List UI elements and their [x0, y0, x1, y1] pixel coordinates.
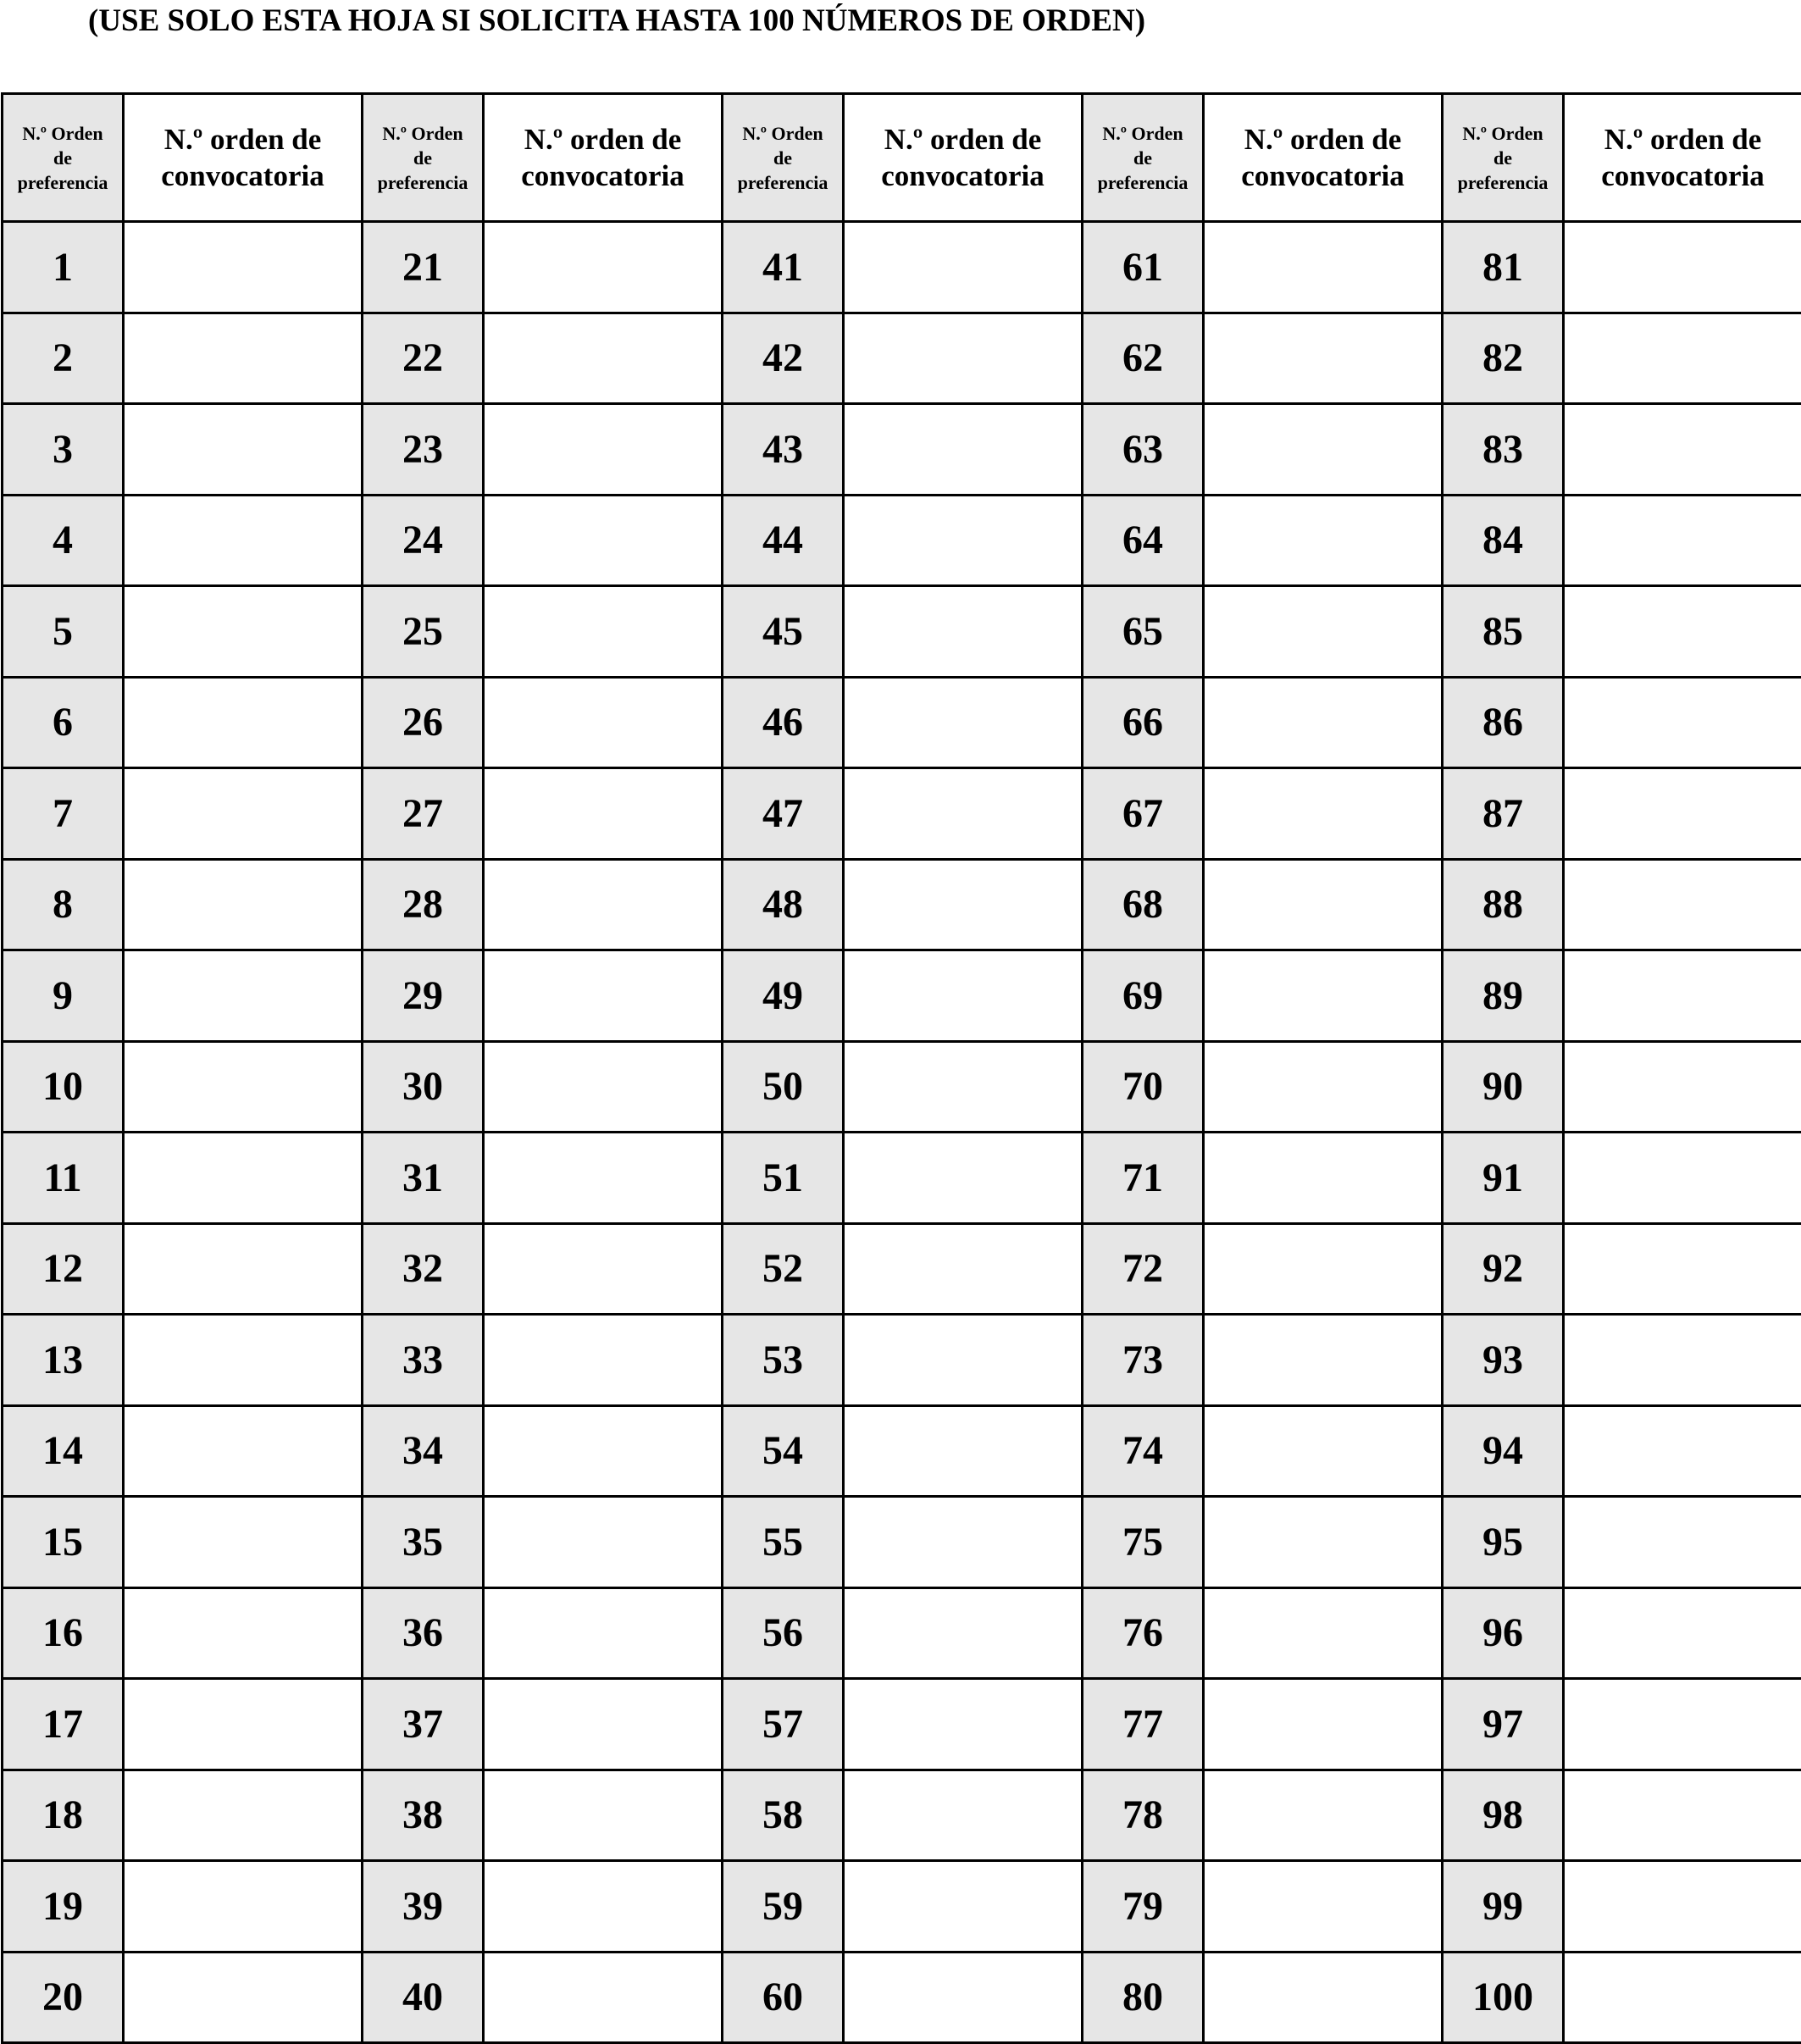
header-convocatoria-order	[124, 94, 363, 222]
convocatoria-entry-field[interactable]	[1204, 1041, 1443, 1133]
preference-number-cell: 86	[1443, 677, 1564, 768]
preference-number-cell: 41	[723, 222, 844, 313]
convocatoria-entry-field[interactable]	[844, 1497, 1083, 1588]
convocatoria-entry-field[interactable]	[484, 495, 723, 586]
preference-number-cell: 95	[1443, 1497, 1564, 1588]
convocatoria-entry-field[interactable]	[1204, 1952, 1443, 2043]
preference-number-cell: 7	[3, 768, 124, 860]
header-preference-label-line: N.º Orden	[723, 121, 842, 146]
preference-number-cell: 13	[3, 1315, 124, 1406]
convocatoria-entry-field[interactable]	[484, 404, 723, 496]
convocatoria-entry-field[interactable]	[1564, 1770, 1801, 1861]
preference-number-cell: 84	[1443, 495, 1564, 586]
convocatoria-entry-field[interactable]	[124, 1497, 363, 1588]
preference-number-cell: 37	[363, 1679, 484, 1770]
convocatoria-entry-field[interactable]	[484, 1041, 723, 1133]
preference-number-cell: 78	[1083, 1770, 1204, 1861]
preference-number-cell: 38	[363, 1770, 484, 1861]
header-convocatoria-label-line: convocatoria	[1565, 158, 1801, 194]
table-row	[3, 1770, 1801, 1861]
preference-number-cell: 34	[363, 1405, 484, 1497]
preference-number-cell: 66	[1083, 677, 1204, 768]
header-preference-label-line: de	[723, 146, 842, 170]
header-convocatoria-label-line: convocatoria	[485, 158, 721, 194]
header-preference-label-line: N.º Orden	[363, 121, 482, 146]
convocatoria-entry-field[interactable]	[484, 1861, 723, 1953]
convocatoria-entry-field[interactable]	[1564, 1133, 1801, 1224]
convocatoria-entry-field[interactable]	[124, 586, 363, 678]
convocatoria-entry-field[interactable]	[124, 1405, 363, 1497]
preference-number-cell: 100	[1443, 1952, 1564, 2043]
convocatoria-entry-field[interactable]	[844, 1952, 1083, 2043]
convocatoria-entry-field[interactable]	[484, 1497, 723, 1588]
table-row	[3, 1223, 1801, 1315]
convocatoria-entry-field[interactable]	[484, 1223, 723, 1315]
preference-number-cell: 30	[363, 1041, 484, 1133]
convocatoria-entry-field[interactable]	[1204, 1133, 1443, 1224]
preference-number-cell: 17	[3, 1679, 124, 1770]
convocatoria-entry-field[interactable]	[1564, 404, 1801, 496]
preference-number-cell: 92	[1443, 1223, 1564, 1315]
preference-number-cell: 35	[363, 1497, 484, 1588]
header-convocatoria-order	[844, 94, 1083, 222]
table-row	[3, 1315, 1801, 1406]
header-preference-order	[1083, 94, 1204, 222]
preference-number-cell: 72	[1083, 1223, 1204, 1315]
header-preference-label-line: de	[1444, 146, 1562, 170]
preference-number-cell: 12	[3, 1223, 124, 1315]
convocatoria-entry-field[interactable]	[124, 1587, 363, 1679]
convocatoria-entry-field[interactable]	[1564, 1587, 1801, 1679]
convocatoria-entry-field[interactable]	[844, 586, 1083, 678]
preference-number-cell: 98	[1443, 1770, 1564, 1861]
convocatoria-entry-field[interactable]	[844, 1223, 1083, 1315]
convocatoria-entry-field[interactable]	[1204, 677, 1443, 768]
convocatoria-entry-field[interactable]	[844, 677, 1083, 768]
preference-number-cell: 74	[1083, 1405, 1204, 1497]
table-row	[3, 950, 1801, 1042]
preference-number-cell: 45	[723, 586, 844, 678]
preference-number-cell: 1	[3, 222, 124, 313]
convocatoria-entry-field[interactable]	[844, 404, 1083, 496]
preference-number-cell: 16	[3, 1587, 124, 1679]
preference-number-cell: 10	[3, 1041, 124, 1133]
convocatoria-entry-field[interactable]	[484, 1952, 723, 2043]
convocatoria-entry-field[interactable]	[1564, 1861, 1801, 1953]
convocatoria-entry-field[interactable]	[1204, 1405, 1443, 1497]
convocatoria-entry-field[interactable]	[1204, 404, 1443, 496]
convocatoria-entry-field[interactable]	[484, 677, 723, 768]
preference-number-cell: 20	[3, 1952, 124, 2043]
convocatoria-entry-field[interactable]	[484, 1587, 723, 1679]
convocatoria-entry-field[interactable]	[844, 768, 1083, 860]
convocatoria-entry-field[interactable]	[124, 1315, 363, 1406]
preference-number-cell: 25	[363, 586, 484, 678]
page-title: (USE SOLO ESTA HOJA SI SOLICITA HASTA 100 NÚMEROS DE ORDEN)	[88, 2, 1145, 41]
preference-number-cell: 60	[723, 1952, 844, 2043]
table-row	[3, 404, 1801, 496]
convocatoria-entry-field[interactable]	[1564, 1041, 1801, 1133]
convocatoria-entry-field[interactable]	[844, 1405, 1083, 1497]
table-row	[3, 1587, 1801, 1679]
header-preference-label-line: N.º Orden	[3, 121, 122, 146]
preference-number-cell: 47	[723, 768, 844, 860]
table-row	[3, 677, 1801, 768]
preference-number-cell: 46	[723, 677, 844, 768]
preference-number-cell: 88	[1443, 859, 1564, 950]
preference-number-cell: 68	[1083, 859, 1204, 950]
convocatoria-entry-field[interactable]	[124, 1770, 363, 1861]
preference-number-cell: 11	[3, 1133, 124, 1224]
header-convocatoria-label-line: N.º orden de	[1565, 121, 1801, 158]
convocatoria-entry-field[interactable]	[484, 950, 723, 1042]
header-preference-label-line: preferencia	[363, 170, 482, 195]
convocatoria-entry-field[interactable]	[844, 1679, 1083, 1770]
preference-number-cell: 76	[1083, 1587, 1204, 1679]
preference-number-cell: 2	[3, 313, 124, 404]
header-preference-label-line: N.º Orden	[1083, 121, 1202, 146]
convocatoria-entry-field[interactable]	[124, 404, 363, 496]
convocatoria-entry-field[interactable]	[1204, 495, 1443, 586]
convocatoria-entry-field[interactable]	[484, 768, 723, 860]
convocatoria-entry-field[interactable]	[844, 859, 1083, 950]
preference-number-cell: 32	[363, 1223, 484, 1315]
table-row	[3, 313, 1801, 404]
convocatoria-entry-field[interactable]	[1564, 1223, 1801, 1315]
convocatoria-entry-field[interactable]	[124, 1861, 363, 1953]
preference-number-cell: 54	[723, 1405, 844, 1497]
convocatoria-entry-field[interactable]	[844, 1587, 1083, 1679]
table-row	[3, 768, 1801, 860]
preference-number-cell: 64	[1083, 495, 1204, 586]
convocatoria-entry-field[interactable]	[124, 313, 363, 404]
table-row	[3, 1405, 1801, 1497]
convocatoria-entry-field[interactable]	[1204, 1587, 1443, 1679]
preference-number-cell: 97	[1443, 1679, 1564, 1770]
preference-number-cell: 53	[723, 1315, 844, 1406]
header-convocatoria-order	[1204, 94, 1443, 222]
preference-number-cell: 69	[1083, 950, 1204, 1042]
preference-number-cell: 82	[1443, 313, 1564, 404]
table-row	[3, 1133, 1801, 1224]
convocatoria-entry-field[interactable]	[1564, 1315, 1801, 1406]
convocatoria-entry-field[interactable]	[484, 586, 723, 678]
convocatoria-entry-field[interactable]	[1204, 950, 1443, 1042]
convocatoria-entry-field[interactable]	[844, 1861, 1083, 1953]
preference-number-cell: 19	[3, 1861, 124, 1953]
header-convocatoria-order	[484, 94, 723, 222]
header-convocatoria-label-line: N.º orden de	[1205, 121, 1441, 158]
preference-number-cell: 52	[723, 1223, 844, 1315]
preference-number-cell: 77	[1083, 1679, 1204, 1770]
convocatoria-entry-field[interactable]	[844, 313, 1083, 404]
header-preference-label-line: N.º Orden	[1444, 121, 1562, 146]
preference-number-cell: 33	[363, 1315, 484, 1406]
convocatoria-entry-field[interactable]	[844, 495, 1083, 586]
convocatoria-entry-field[interactable]	[1564, 859, 1801, 950]
convocatoria-entry-field[interactable]	[124, 1223, 363, 1315]
preference-number-cell: 59	[723, 1861, 844, 1953]
table-header-row	[3, 94, 1801, 222]
table-body	[3, 222, 1801, 2043]
preference-number-cell: 3	[3, 404, 124, 496]
table-row	[3, 495, 1801, 586]
convocatoria-entry-field[interactable]	[1564, 222, 1801, 313]
convocatoria-entry-field[interactable]	[484, 313, 723, 404]
table-row	[3, 1861, 1801, 1953]
convocatoria-entry-field[interactable]	[844, 1315, 1083, 1406]
convocatoria-entry-field[interactable]	[124, 495, 363, 586]
preference-number-cell: 31	[363, 1133, 484, 1224]
convocatoria-entry-field[interactable]	[124, 677, 363, 768]
convocatoria-entry-field[interactable]	[484, 1405, 723, 1497]
convocatoria-entry-field[interactable]	[844, 1041, 1083, 1133]
preference-number-cell: 62	[1083, 313, 1204, 404]
header-preference-label-line: preferencia	[1444, 170, 1562, 195]
header-preference-label-line: preferencia	[723, 170, 842, 195]
header-convocatoria-label-line: convocatoria	[1205, 158, 1441, 194]
convocatoria-entry-field[interactable]	[1204, 1861, 1443, 1953]
header-convocatoria-label-line: N.º orden de	[485, 121, 721, 158]
convocatoria-entry-field[interactable]	[1204, 1679, 1443, 1770]
convocatoria-entry-field[interactable]	[1564, 313, 1801, 404]
table-row	[3, 586, 1801, 678]
preference-number-cell: 93	[1443, 1315, 1564, 1406]
preference-number-cell: 40	[363, 1952, 484, 2043]
convocatoria-entry-field[interactable]	[1564, 1497, 1801, 1588]
convocatoria-entry-field[interactable]	[1204, 222, 1443, 313]
preference-number-cell: 28	[363, 859, 484, 950]
table-row	[3, 222, 1801, 313]
header-convocatoria-label-line: N.º orden de	[845, 121, 1081, 158]
preference-number-cell: 65	[1083, 586, 1204, 678]
preference-number-cell: 85	[1443, 586, 1564, 678]
convocatoria-entry-field[interactable]	[1204, 1497, 1443, 1588]
convocatoria-entry-field[interactable]	[1204, 313, 1443, 404]
preference-number-cell: 9	[3, 950, 124, 1042]
preference-number-cell: 15	[3, 1497, 124, 1588]
convocatoria-entry-field[interactable]	[1204, 768, 1443, 860]
convocatoria-entry-field[interactable]	[1204, 859, 1443, 950]
preference-number-cell: 49	[723, 950, 844, 1042]
preference-number-cell: 8	[3, 859, 124, 950]
preference-number-cell: 50	[723, 1041, 844, 1133]
convocatoria-entry-field[interactable]	[844, 950, 1083, 1042]
convocatoria-entry-field[interactable]	[1204, 586, 1443, 678]
table-row	[3, 1497, 1801, 1588]
convocatoria-entry-field[interactable]	[124, 768, 363, 860]
convocatoria-entry-field[interactable]	[124, 950, 363, 1042]
convocatoria-entry-field[interactable]	[1564, 677, 1801, 768]
header-preference-label-line: de	[363, 146, 482, 170]
preference-number-cell: 70	[1083, 1041, 1204, 1133]
convocatoria-entry-field[interactable]	[1564, 768, 1801, 860]
preference-number-cell: 14	[3, 1405, 124, 1497]
header-preference-order	[723, 94, 844, 222]
convocatoria-entry-field[interactable]	[844, 1770, 1083, 1861]
preference-number-cell: 55	[723, 1497, 844, 1588]
preference-number-cell: 21	[363, 222, 484, 313]
convocatoria-entry-field[interactable]	[484, 1679, 723, 1770]
header-preference-label-line: preferencia	[1083, 170, 1202, 195]
header-convocatoria-order	[1564, 94, 1801, 222]
convocatoria-entry-field[interactable]	[124, 222, 363, 313]
header-preference-label-line: de	[3, 146, 122, 170]
header-convocatoria-label-line: convocatoria	[845, 158, 1081, 194]
preference-number-cell: 57	[723, 1679, 844, 1770]
preference-number-cell: 80	[1083, 1952, 1204, 2043]
header-preference-label-line: preferencia	[3, 170, 122, 195]
preference-number-cell: 26	[363, 677, 484, 768]
preference-number-cell: 18	[3, 1770, 124, 1861]
table-row	[3, 859, 1801, 950]
preference-number-cell: 27	[363, 768, 484, 860]
header-preference-order	[3, 94, 124, 222]
convocatoria-entry-field[interactable]	[1204, 1223, 1443, 1315]
table-row	[3, 1041, 1801, 1133]
table-row	[3, 1679, 1801, 1770]
preference-number-cell: 51	[723, 1133, 844, 1224]
preference-table	[1, 92, 1801, 2044]
convocatoria-entry-field[interactable]	[124, 1679, 363, 1770]
preference-number-cell: 5	[3, 586, 124, 678]
preference-number-cell: 29	[363, 950, 484, 1042]
table-row	[3, 1952, 1801, 2043]
convocatoria-entry-field[interactable]	[484, 1770, 723, 1861]
preference-number-cell: 36	[363, 1587, 484, 1679]
preference-number-cell: 87	[1443, 768, 1564, 860]
convocatoria-entry-field[interactable]	[124, 1133, 363, 1224]
preference-number-cell: 94	[1443, 1405, 1564, 1497]
convocatoria-entry-field[interactable]	[1564, 1405, 1801, 1497]
convocatoria-entry-field[interactable]	[1204, 1770, 1443, 1861]
preference-number-cell: 81	[1443, 222, 1564, 313]
convocatoria-entry-field[interactable]	[844, 222, 1083, 313]
convocatoria-entry-field[interactable]	[484, 222, 723, 313]
preference-number-cell: 79	[1083, 1861, 1204, 1953]
preference-number-cell: 67	[1083, 768, 1204, 860]
preference-number-cell: 61	[1083, 222, 1204, 313]
preference-number-cell: 6	[3, 677, 124, 768]
preference-number-cell: 23	[363, 404, 484, 496]
convocatoria-entry-field[interactable]	[124, 859, 363, 950]
convocatoria-entry-field[interactable]	[484, 859, 723, 950]
preference-number-cell: 58	[723, 1770, 844, 1861]
preference-number-cell: 56	[723, 1587, 844, 1679]
convocatoria-entry-field[interactable]	[844, 1133, 1083, 1224]
preference-number-cell: 96	[1443, 1587, 1564, 1679]
preference-number-cell: 48	[723, 859, 844, 950]
preference-number-cell: 42	[723, 313, 844, 404]
convocatoria-entry-field[interactable]	[124, 1952, 363, 2043]
preference-number-cell: 44	[723, 495, 844, 586]
preference-number-cell: 71	[1083, 1133, 1204, 1224]
convocatoria-entry-field[interactable]	[484, 1133, 723, 1224]
convocatoria-entry-field[interactable]	[1564, 586, 1801, 678]
preference-number-cell: 39	[363, 1861, 484, 1953]
preference-number-cell: 90	[1443, 1041, 1564, 1133]
preference-number-cell: 91	[1443, 1133, 1564, 1224]
convocatoria-entry-field[interactable]	[124, 1041, 363, 1133]
preference-number-cell: 63	[1083, 404, 1204, 496]
convocatoria-entry-field[interactable]	[1564, 950, 1801, 1042]
preference-number-cell: 99	[1443, 1861, 1564, 1953]
preference-number-cell: 89	[1443, 950, 1564, 1042]
header-preference-order	[363, 94, 484, 222]
convocatoria-entry-field[interactable]	[1564, 495, 1801, 586]
header-convocatoria-label-line: convocatoria	[125, 158, 361, 194]
convocatoria-entry-field[interactable]	[1564, 1679, 1801, 1770]
convocatoria-entry-field[interactable]	[484, 1315, 723, 1406]
preference-number-cell: 24	[363, 495, 484, 586]
header-preference-order	[1443, 94, 1564, 222]
preference-number-cell: 4	[3, 495, 124, 586]
preference-number-cell: 43	[723, 404, 844, 496]
convocatoria-entry-field[interactable]	[1564, 1952, 1801, 2043]
preference-number-cell: 75	[1083, 1497, 1204, 1588]
preference-number-cell: 22	[363, 313, 484, 404]
header-preference-label-line: de	[1083, 146, 1202, 170]
preference-number-cell: 83	[1443, 404, 1564, 496]
convocatoria-entry-field[interactable]	[1204, 1315, 1443, 1406]
header-convocatoria-label-line: N.º orden de	[125, 121, 361, 158]
preference-number-cell: 73	[1083, 1315, 1204, 1406]
